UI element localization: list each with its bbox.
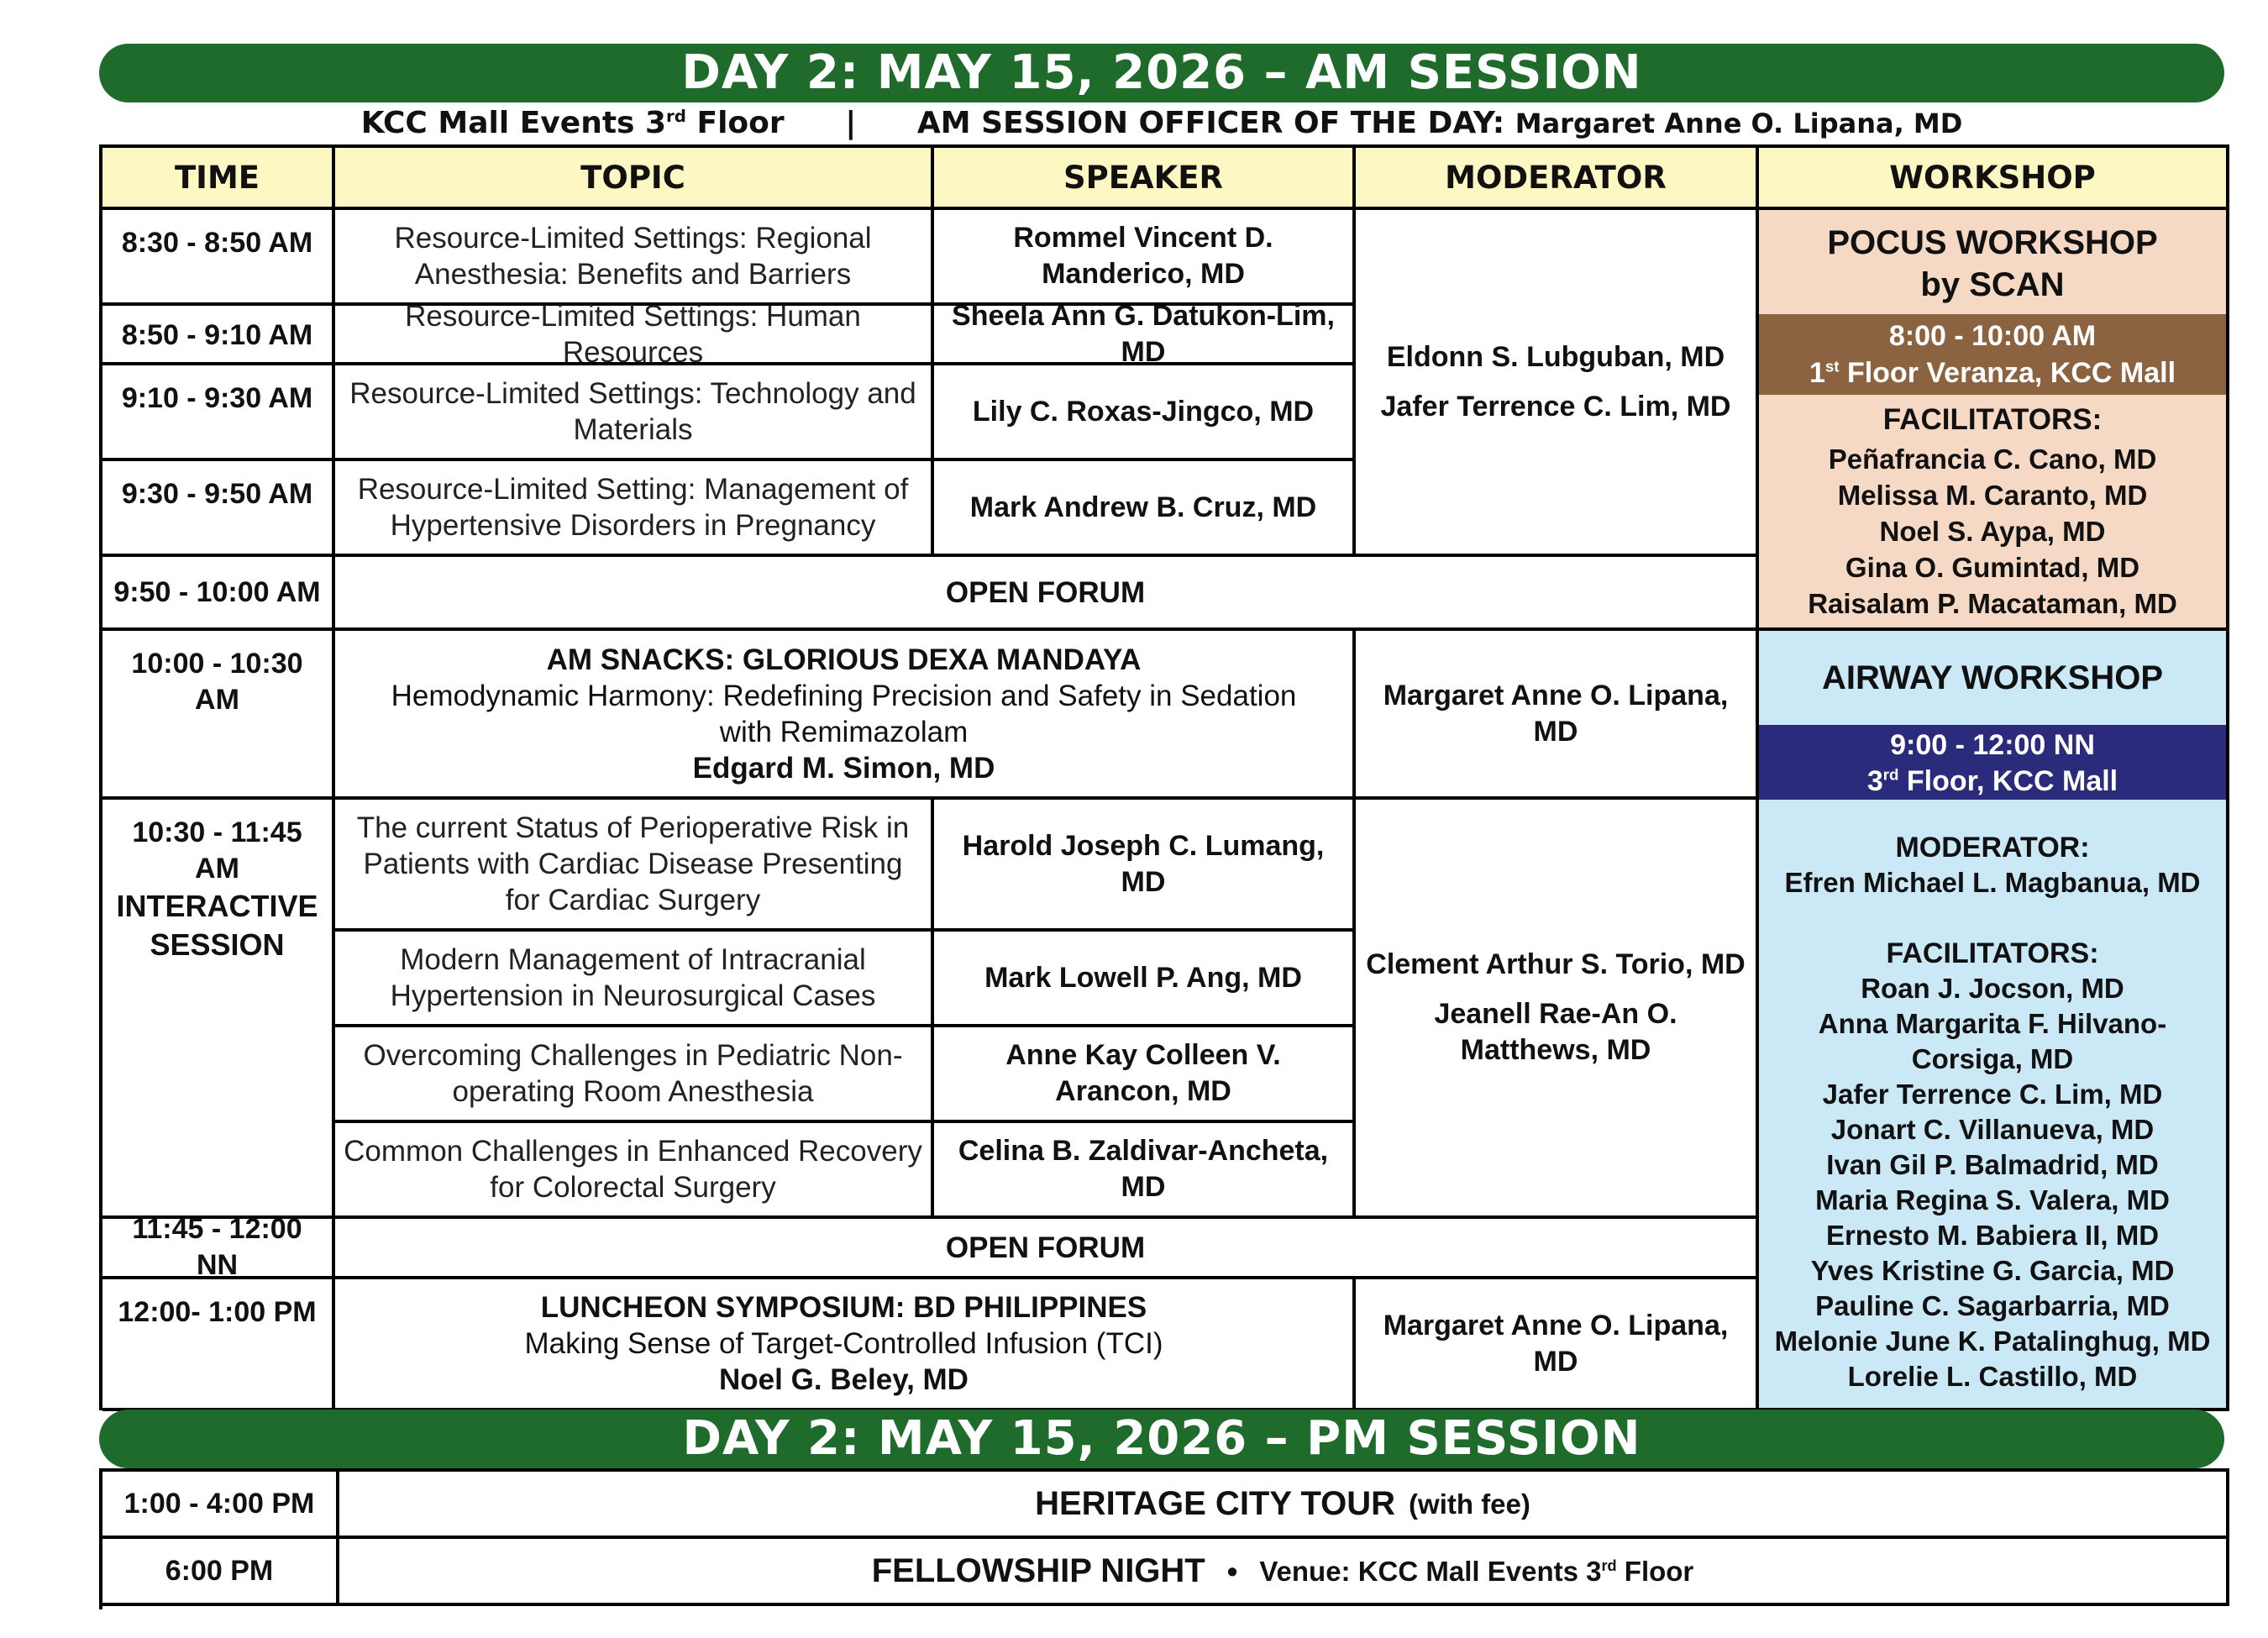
header-moderator: MODERATOR bbox=[1356, 148, 1759, 210]
officer-label: AM SESSION OFFICER OF THE DAY: bbox=[916, 106, 1505, 140]
luncheon-topic: Making Sense of Target-Controlled Infusion (TCI) bbox=[524, 1327, 1163, 1360]
time-cell: 11:45 - 12:00 NN bbox=[102, 1219, 335, 1279]
luncheon-moderator: Margaret Anne O. Lipana, MD bbox=[1356, 1279, 1759, 1411]
airway-venue: 3rd Floor, KCC Mall bbox=[1866, 765, 2118, 797]
event-title: FELLOWSHIP NIGHT bbox=[871, 1551, 1205, 1589]
facilitator-name: Melissa M. Caranto, MD bbox=[1837, 480, 2148, 511]
pocus-schedule-band bbox=[1759, 314, 2226, 395]
speaker-cell: Lily C. Roxas-Jingco, MD bbox=[934, 365, 1356, 461]
time-cell: 9:50 - 10:00 AM bbox=[102, 557, 335, 631]
speaker-cell: Rommel Vincent D. Manderico, MD bbox=[934, 210, 1356, 306]
topic-cell: Resource-Limited Settings: Regional Anesthesia: Benefits and Barriers bbox=[335, 210, 934, 306]
header-topic: TOPIC bbox=[335, 148, 934, 210]
snacks-cell bbox=[335, 631, 1356, 800]
luncheon-cell bbox=[335, 1279, 1356, 1411]
facilitator-name: Jonart C. Villanueva, MD bbox=[1830, 1114, 2155, 1145]
facilitator-name: Jafer Terrence C. Lim, MD bbox=[1822, 1079, 2163, 1110]
snacks-topic: Hemodynamic Harmony: Redefining Precision and Safety in Sedation with Remimazolam bbox=[391, 679, 1297, 748]
interactive-label: INTERACTIVE SESSION bbox=[116, 889, 318, 962]
facilitator-name: Roan J. Jocson, MD bbox=[1861, 973, 2124, 1004]
topic-cell: Resource-Limited Setting: Management of Hypertensive Disorders in Pregnancy bbox=[335, 461, 934, 557]
venue-officer-line bbox=[99, 102, 2224, 144]
speaker-cell: Mark Andrew B. Cruz, MD bbox=[934, 461, 1356, 557]
facilitator-name: Maria Regina S. Valera, MD bbox=[1815, 1184, 2170, 1215]
bullet-separator: • bbox=[1226, 1553, 1238, 1588]
facilitator-name: Ivan Gil P. Balmadrid, MD bbox=[1826, 1149, 2159, 1180]
time-cell: 9:10 - 9:30 AM bbox=[102, 365, 335, 461]
pm-session-banner: DAY 2: MAY 15, 2026 – PM SESSION bbox=[99, 1410, 2224, 1468]
facilitator-name: Lorelie L. Castillo, MD bbox=[1847, 1361, 2138, 1392]
facilitator-name: Pauline C. Sagarbarria, MD bbox=[1815, 1290, 2170, 1321]
time-cell: 6:00 PM bbox=[102, 1539, 339, 1606]
event-title: HERITAGE CITY TOUR bbox=[1035, 1484, 1396, 1522]
facilitators-label: FACILITATORS: bbox=[1886, 937, 2099, 969]
header-speaker: SPEAKER bbox=[934, 148, 1356, 210]
pocus-time: 8:00 - 10:00 AM bbox=[1888, 320, 2097, 352]
time-cell: 9:30 - 9:50 AM bbox=[102, 461, 335, 557]
am-session-banner: DAY 2: MAY 15, 2026 – AM SESSION bbox=[99, 44, 2224, 102]
snacks-speaker: Edgard M. Simon, MD bbox=[692, 751, 995, 785]
header-time: TIME bbox=[102, 148, 335, 210]
open-forum-cell: OPEN FORUM bbox=[335, 1219, 1759, 1279]
topic-cell: Modern Management of Intracranial Hypertension in Neurosurgical Cases bbox=[335, 932, 934, 1027]
speaker-cell: Sheela Ann G. Datukon-Lim, MD bbox=[934, 306, 1356, 365]
event-venue: Venue: KCC Mall Events 3rd Floor bbox=[1259, 1555, 1694, 1587]
airway-time: 9:00 - 12:00 NN bbox=[1890, 729, 2095, 761]
pocus-facilitators bbox=[1808, 395, 2177, 622]
moderators-cell bbox=[1356, 800, 1759, 1219]
snacks-title: AM SNACKS: GLORIOUS DEXA MANDAYA bbox=[546, 643, 1142, 676]
time-cell: 12:00- 1:00 PM bbox=[102, 1279, 335, 1411]
airway-workshop-body bbox=[1759, 800, 2229, 1411]
airway-schedule-band bbox=[1759, 725, 2226, 802]
facilitator-name: Anna Margarita F. Hilvano-Corsiga, MD bbox=[1818, 1008, 2167, 1074]
pm-schedule-table bbox=[99, 1468, 2229, 1609]
facilitator-name: Noel S. Aypa, MD bbox=[1879, 516, 2106, 547]
facilitator-name: Ernesto M. Babiera II, MD bbox=[1825, 1220, 2160, 1251]
venue-text: KCC Mall Events 3rd Floor bbox=[360, 106, 785, 140]
moderator-name: Clement Arthur S. Torio, MD bbox=[1366, 948, 1746, 980]
event-note: (with fee) bbox=[1409, 1488, 1530, 1520]
event-cell bbox=[339, 1472, 2229, 1539]
moderator-label: MODERATOR: bbox=[1895, 832, 2090, 864]
event-cell bbox=[339, 1539, 2229, 1606]
speaker-cell: Celina B. Zaldivar-Ancheta, MD bbox=[934, 1123, 1356, 1219]
facilitator-name: Gina O. Gumintad, MD bbox=[1845, 552, 2140, 583]
time-cell: 8:50 - 9:10 AM bbox=[102, 306, 335, 365]
luncheon-title: LUNCHEON SYMPOSIUM: BD PHILIPPINES bbox=[540, 1291, 1147, 1324]
am-schedule-table bbox=[99, 144, 2229, 1410]
speaker-cell: Mark Lowell P. Ang, MD bbox=[934, 932, 1356, 1027]
moderator-name: Eldonn S. Lubguban, MD bbox=[1386, 340, 1725, 373]
pocus-venue: 1st Floor Veranza, KCC Mall bbox=[1809, 357, 2176, 389]
interactive-time: 10:30 - 11:45 AM bbox=[132, 816, 302, 885]
luncheon-speaker: Noel G. Beley, MD bbox=[719, 1363, 969, 1396]
topic-cell: Resource-Limited Settings: Human Resources bbox=[335, 306, 934, 365]
airway-moderator: Efren Michael L. Magbanua, MD bbox=[1784, 867, 2201, 898]
topic-cell: Resource-Limited Settings: Technology and Materials bbox=[335, 365, 934, 461]
moderator-name: Jeanell Rae-An O. Matthews, MD bbox=[1434, 998, 1677, 1066]
pocus-workshop-cell bbox=[1759, 210, 2229, 631]
separator: | bbox=[845, 106, 857, 140]
topic-cell: Common Challenges in Enhanced Recovery for Colorectal Surgery bbox=[335, 1123, 934, 1219]
speaker-cell: Harold Joseph C. Lumang, MD bbox=[934, 800, 1356, 932]
moderators-cell bbox=[1356, 210, 1759, 557]
moderator-name: Jafer Terrence C. Lim, MD bbox=[1380, 390, 1731, 423]
topic-cell: Overcoming Challenges in Pediatric Non-operating Room Anesthesia bbox=[335, 1027, 934, 1123]
facilitators-label: FACILITATORS: bbox=[1882, 403, 2103, 436]
speaker-cell: Anne Kay Colleen V. Arancon, MD bbox=[934, 1027, 1356, 1123]
facilitator-name: Melonie June K. Patalinghug, MD bbox=[1774, 1326, 2211, 1357]
header-workshop: WORKSHOP bbox=[1759, 148, 2229, 210]
time-cell: 10:00 - 10:30 AM bbox=[102, 631, 335, 800]
facilitator-name: Raisalam P. Macataman, MD bbox=[1808, 588, 2177, 619]
open-forum-cell: OPEN FORUM bbox=[335, 557, 1759, 631]
facilitator-name: Yves Kristine G. Garcia, MD bbox=[1810, 1255, 2175, 1286]
officer-name: Margaret Anne O. Lipana, MD bbox=[1515, 108, 1963, 139]
snacks-moderator: Margaret Anne O. Lipana, MD bbox=[1356, 631, 1759, 800]
time-cell: 1:00 - 4:00 PM bbox=[102, 1472, 339, 1539]
airway-title: AIRWAY WORKSHOP bbox=[1822, 659, 2163, 696]
interactive-time-cell bbox=[102, 800, 335, 1219]
facilitator-name: Peñafrancia C. Cano, MD bbox=[1828, 444, 2157, 475]
topic-cell: The current Status of Perioperative Risk in Patients with Cardiac Disease Presenting for Cardiac Surgery bbox=[335, 800, 934, 932]
time-cell: 8:30 - 8:50 AM bbox=[102, 210, 335, 306]
airway-workshop-header bbox=[1759, 631, 2229, 800]
pocus-title: POCUS WORKSHOP by SCAN bbox=[1827, 224, 2158, 303]
